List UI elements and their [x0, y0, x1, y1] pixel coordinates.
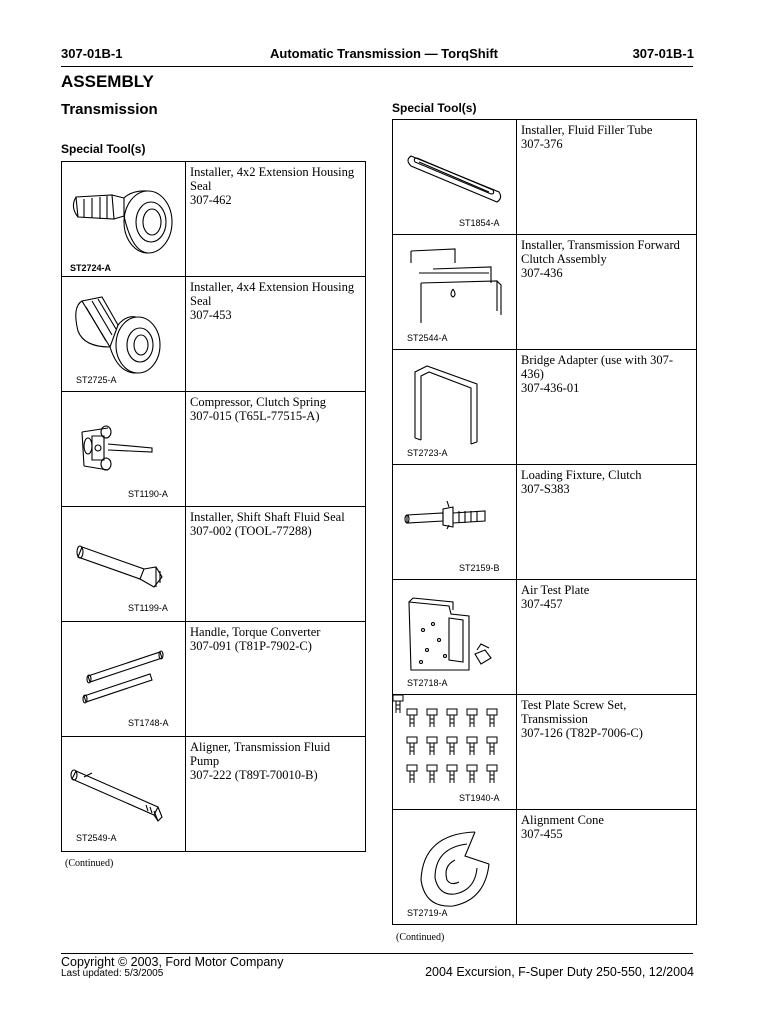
tool-description: [517, 810, 697, 925]
tool-name: Installer, 4x4 Extension Housing Seal: [190, 280, 355, 308]
special-tools-table-right: [392, 119, 697, 925]
tool-illustration-cell: [393, 350, 517, 465]
footer-divider: [61, 953, 693, 954]
tool-description: [186, 392, 366, 507]
tool-row: [62, 162, 366, 277]
tool-row: [62, 622, 366, 737]
tool-number: 307-002 (TOOL-77288): [190, 524, 312, 538]
tool-row: [393, 580, 697, 695]
subsection-title: Transmission: [61, 101, 158, 118]
tool-row: [62, 392, 366, 507]
tool-row: [393, 350, 697, 465]
tool-name: Handle, Torque Converter: [190, 625, 321, 639]
tool-name: Air Test Plate: [521, 583, 590, 597]
tool-number: 307-126 (T82P-7006-C): [521, 726, 643, 740]
tool-row: [393, 810, 697, 925]
tool-description: [517, 465, 697, 580]
tool-description: [517, 120, 697, 235]
tool-figure-id: ST2159-B: [459, 563, 500, 573]
page-number-right: 307-01B-1: [632, 46, 694, 61]
tool-name: Aligner, Transmission Fluid Pump: [190, 740, 331, 768]
tool-number: 307-457: [521, 597, 563, 611]
tool-description: [517, 235, 697, 350]
tool-illustration-cell: [393, 120, 517, 235]
tool-row: [393, 120, 697, 235]
tool-illustration-cell: [393, 235, 517, 350]
tool-row: [62, 507, 366, 622]
section-title: ASSEMBLY: [61, 72, 154, 91]
tool-illustration-cell: [393, 810, 517, 925]
tool-figure-id: ST2723-A: [407, 448, 448, 458]
tool-description: [186, 507, 366, 622]
tool-illustration-cell: [62, 622, 186, 737]
extension-housing-seal-installer-icon: [62, 162, 186, 277]
tool-number: 307-436: [521, 266, 563, 280]
continued-note-left: (Continued): [65, 858, 114, 869]
tool-description: [186, 622, 366, 737]
tool-figure-id: ST2718-A: [407, 678, 448, 688]
tool-figure-id: ST1199-A: [128, 603, 168, 613]
tool-figure-id: ST2544-A: [407, 333, 448, 343]
tool-figure-id: ST2549-A: [76, 833, 117, 843]
special-tools-heading-left: Special Tool(s): [61, 142, 146, 156]
tool-figure-id: ST2725-A: [76, 375, 117, 385]
tool-illustration-cell: [62, 277, 186, 392]
continued-note-right: (Continued): [396, 932, 445, 943]
tool-illustration-cell: [62, 392, 186, 507]
tool-figure-id: ST2719-A: [407, 908, 448, 918]
tool-name: Loading Fixture, Clutch: [521, 468, 642, 482]
copyright-notice: Copyright © 2003, Ford Motor Company: [61, 955, 284, 969]
vehicle-edition: 2004 Excursion, F-Super Duty 250-550, 12/2004: [425, 965, 694, 979]
special-tools-heading-right: Special Tool(s): [392, 101, 477, 115]
tool-row: [62, 737, 366, 852]
tool-number: 307-455: [521, 827, 563, 841]
last-updated: Last updated: 5/3/2005: [61, 968, 164, 979]
tool-illustration-cell: [393, 465, 517, 580]
tool-description: [517, 580, 697, 695]
tool-name: Installer, Shift Shaft Fluid Seal: [190, 510, 345, 524]
tool-illustration-cell: [62, 737, 186, 852]
tool-row: [393, 465, 697, 580]
tool-figure-id: ST2724-A: [70, 263, 112, 273]
tool-number: 307-462: [190, 193, 232, 207]
tool-description: [517, 350, 697, 465]
tool-number: 307-015 (T65L-77515-A): [190, 409, 320, 423]
tool-number: 307-376: [521, 137, 563, 151]
tool-description: [186, 737, 366, 852]
tool-name: Alignment Cone: [521, 813, 604, 827]
tool-number: 307-453: [190, 308, 232, 322]
tool-description: [186, 162, 366, 277]
tool-name: Installer, Transmission Forward Clutch Assembly: [521, 238, 680, 266]
tool-row: [393, 235, 697, 350]
tool-name: Installer, Fluid Filler Tube: [521, 123, 653, 137]
tool-name: Bridge Adapter (use with 307-436): [521, 353, 674, 381]
tool-row: [393, 695, 697, 810]
tool-description: [517, 695, 697, 810]
special-tools-table-left: [61, 161, 366, 852]
page-number-left: 307-01B-1: [61, 46, 123, 61]
page-header-title: Automatic Transmission — TorqShift: [269, 46, 498, 61]
tool-name: Test Plate Screw Set, Transmission: [521, 698, 627, 726]
tool-illustration-cell: [393, 695, 517, 810]
header-divider: [61, 66, 693, 67]
tool-number: 307-091 (T81P-7902-C): [190, 639, 312, 653]
tool-illustration-cell: [393, 580, 517, 695]
tool-figure-id: ST1190-A: [128, 489, 168, 499]
tool-number: 307-S383: [521, 482, 570, 496]
tool-name: Installer, 4x2 Extension Housing Seal: [190, 165, 355, 193]
tool-number: 307-436-01: [521, 381, 580, 395]
tool-row: [62, 277, 366, 392]
tool-number: 307-222 (T89T-70010-B): [190, 768, 318, 782]
tool-description: [186, 277, 366, 392]
tool-figure-id: ST1854-A: [459, 218, 500, 228]
tool-illustration-cell: [62, 507, 186, 622]
tool-name: Compressor, Clutch Spring: [190, 395, 326, 409]
tool-figure-id: ST1940-A: [459, 793, 500, 803]
tool-illustration-cell: [62, 162, 186, 277]
tool-figure-id: ST1748-A: [128, 718, 169, 728]
